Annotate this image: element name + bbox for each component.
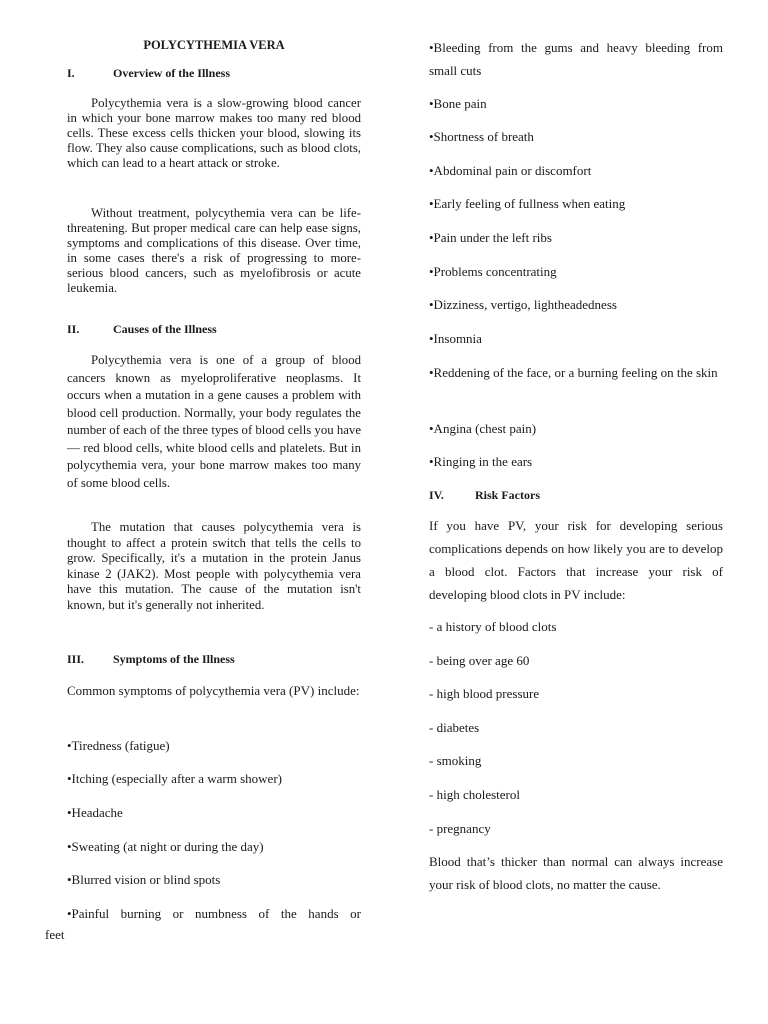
section-1-number: I. [67,66,75,80]
section-4-intro: If you have PV, your risk for developing serious complications depends on how likely you are to develop a blood clot. Factors that increase your risk of developing blood clots in PV include: [429,518,723,602]
risk-factor-item: - pregnancy [429,821,491,836]
section-2-paragraph-2: The mutation that causes polycythemia vera is thought to affect a protein switch that tells the cells to grow. Specifically, it's a mutation in the protein Janus kinase 2 (JAK2). Most people with polycythemia vera have this mutation. The cause of the mutation isn't known, but it's generally not inherited. [67,520,361,612]
section-2-number: II. [67,322,80,336]
symptom-item: •Shortness of breath [429,129,534,144]
symptom-item-continuation: feet [45,927,65,942]
section-1-paragraph-1: Polycythemia vera is a slow-growing blood cancer in which your bone marrow makes too many red blood cells. These excess cells thicken your blood, slowing its flow. They also cause complications, such as blood clots, which can lead to a heart attack or stroke. [67,96,361,170]
symptom-item: •Sweating (at night or during the day) [67,839,264,854]
risk-factor-item: - being over age 60 [429,653,530,668]
risk-factor-item: - diabetes [429,720,480,735]
document-title: POLYCYTHEMIA VERA [143,38,285,52]
symptom-item: •Blurred vision or blind spots [67,872,221,887]
section-3-heading [67,652,361,667]
symptom-item: •Early feeling of fullness when eating [429,196,626,211]
section-3-number: III. [67,652,85,666]
section-3-intro: Common symptoms of polycythemia vera (PV) include: [67,683,360,698]
section-4-title: Risk Factors [475,488,540,502]
symptom-item: •Headache [67,805,123,820]
symptom-item: •Insomnia [429,331,482,346]
risk-factor-item: - smoking [429,753,482,768]
symptom-item: •Bone pain [429,96,487,111]
symptom-item: •Abdominal pain or discomfort [429,163,592,178]
symptom-item: •Bleeding from the gums and heavy bleeding from small cuts [429,40,723,78]
section-4-number: IV. [429,488,444,502]
symptom-item: •Pain under the left ribs [429,230,552,245]
section-2-heading [67,322,361,337]
section-2-paragraph-1: Polycythemia vera is one of a group of blood cancers known as myeloproliferative neoplasms. It occurs when a mutation in a gene causes a problem with blood cell production. Normally, your body regulates the number of each of the three types of blood cells you have — red blood cells, white blood cells and platelets. But in polycythemia vera, your bone marrow makes too many of some blood cells. [67,353,361,490]
section-2-title: Causes of the Illness [113,322,217,336]
section-4-outro: Blood that’s thicker than normal can always increase your risk of blood clots, no matter the cause. [429,854,723,892]
section-1-paragraph-2: Without treatment, polycythemia vera can be life-threatening. But proper medical care can help ease signs, symptoms and complications of this disease. Over time, in some cases there's a risk of progressing to more-serious blood cancers, such as myelofibrosis or acute leukemia. [67,206,361,295]
symptom-item: •Dizziness, vertigo, lightheadedness [429,297,617,312]
symptom-item: •Painful burning or numbness of the hands or [67,906,361,921]
risk-factor-item: - high blood pressure [429,686,540,701]
symptom-item: •Ringing in the ears [429,454,533,469]
section-4-heading [429,488,723,503]
symptom-item: •Itching (especially after a warm shower) [67,771,282,786]
section-3-title: Symptoms of the Illness [113,652,235,666]
symptom-item: •Reddening of the face, or a burning feeling on the skin [429,365,718,380]
section-1-title: Overview of the Illness [113,66,230,80]
symptom-item: •Tiredness (fatigue) [67,738,170,753]
section-1-heading [67,66,361,81]
risk-factor-item: - high cholesterol [429,787,520,802]
symptom-item: •Angina (chest pain) [429,421,537,436]
risk-factor-item: - a history of blood clots [429,619,557,634]
symptom-item: •Problems concentrating [429,264,557,279]
